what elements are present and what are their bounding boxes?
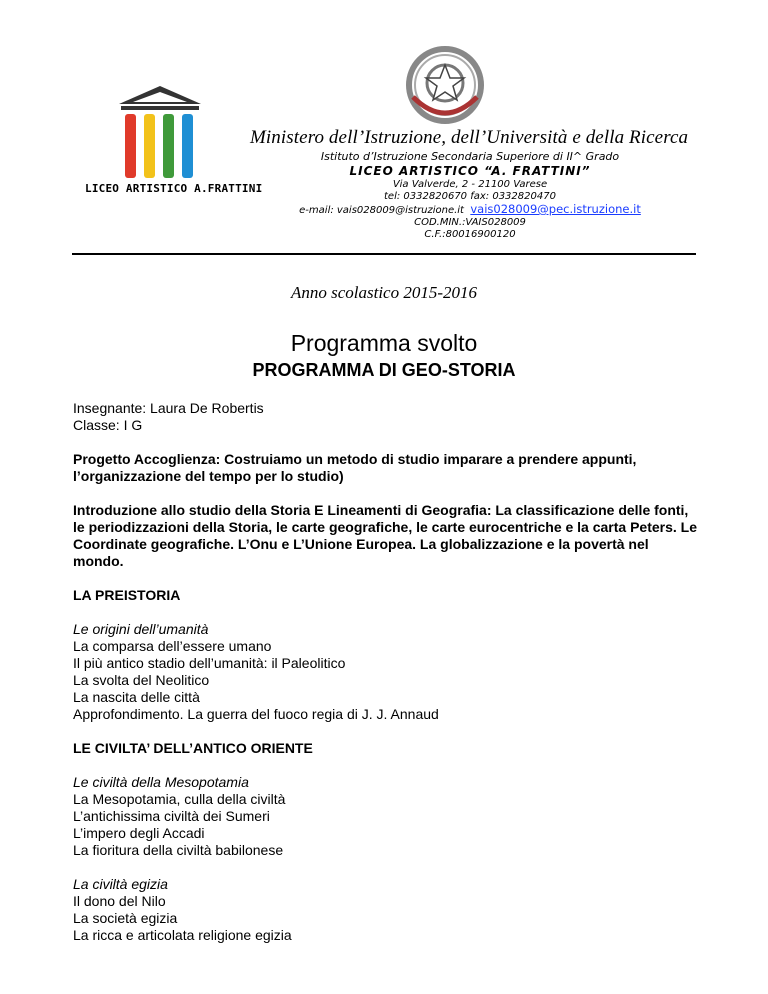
list-item: L’antichissima civiltà dei Sumeri [73,808,270,824]
address: Via Valverde, 2 - 21100 Varese [392,179,548,190]
topic-subheading: Le origini dell’umanità [73,621,209,637]
fiscal-code: C.F.:80016900120 [424,229,516,240]
school-info [260,150,680,241]
topic-group [73,774,698,859]
logo-column-red [125,114,136,178]
school-logo [85,84,263,204]
ministry-title: Ministero dell’Istruzione, dell’Università e della Ricerca [250,127,689,148]
cod-min: COD.MIN.:VAIS028009 [414,217,526,228]
class: Classe: I G [73,417,143,433]
list-item: La società egizia [73,910,178,926]
school-year: Anno scolastico 2015-2016 [290,283,478,302]
teacher: Insegnante: Laura De Robertis [73,400,264,416]
section-heading: LA PREISTORIA [73,587,181,603]
logo-text: LICEO ARTISTICO A.FRATTINI [85,182,263,195]
list-item: La nascita delle città [73,689,200,705]
list-item: Approfondimento. La guerra del fuoco regia di J. J. Annaud [73,706,439,722]
logo-column-green [163,114,174,178]
republic-emblem [405,45,485,130]
project-paragraph: Progetto Accoglienza: Costruiamo un metodo di studio imparare a prendere appunti, l’organizzazione del tempo per lo studio) [73,451,637,484]
topic-subheading: La civiltà egizia [73,876,168,892]
list-item: La ricca e articolata religione egizia [73,927,292,943]
list-item: La Mesopotamia, culla della civiltà [73,791,286,807]
intro-paragraph: Introduzione allo studio della Storia E Lineamenti di Geografia: La classificazione delle fonti, le periodizzazioni della Storia, le carte geografiche, le carte eurocentriche e la carta Peters. Le Coordinate geografiche. L’Onu e L’Unione Europea. La globalizzazione e la povertà nel mondo. [73,502,698,569]
topic-group [73,621,698,723]
list-item: L’impero degli Accadi [73,825,205,841]
document-title: Programma svolto [290,330,478,356]
school-name: LICEO ARTISTICO “A. FRATTINI” [349,164,591,178]
email: e-mail: vais028009@istruzione.it [299,205,464,216]
topic-subheading: Le civiltà della Mesopotamia [73,774,249,790]
star-emblem-icon [405,45,485,125]
phone-fax: tel: 0332820670 fax: 0332820470 [384,191,556,202]
document-body [73,400,698,961]
section-heading: LE CIVILTA’ DELL’ANTICO ORIENTE [73,740,313,756]
list-item: Il più antico stadio dell’umanità: il Paleolitico [73,655,346,671]
document-subtitle: PROGRAMMA DI GEO-STORIA [252,360,516,380]
pec-link[interactable]: vais028009@pec.istruzione.it [470,202,641,216]
topic-group [73,876,698,944]
list-item: La fioritura della civiltà babilonese [73,842,284,858]
list-item: La comparsa dell’essere umano [73,638,272,654]
logo-column-yellow [144,114,155,178]
logo-column-blue [182,114,193,178]
institute-label: Istituto d’Istruzione Secondaria Superiore di II^ Grado [320,150,620,163]
header-divider [72,253,696,255]
temple-logo-icon [115,84,205,182]
list-item: La svolta del Neolitico [73,672,210,688]
list-item: Il dono del Nilo [73,893,166,909]
